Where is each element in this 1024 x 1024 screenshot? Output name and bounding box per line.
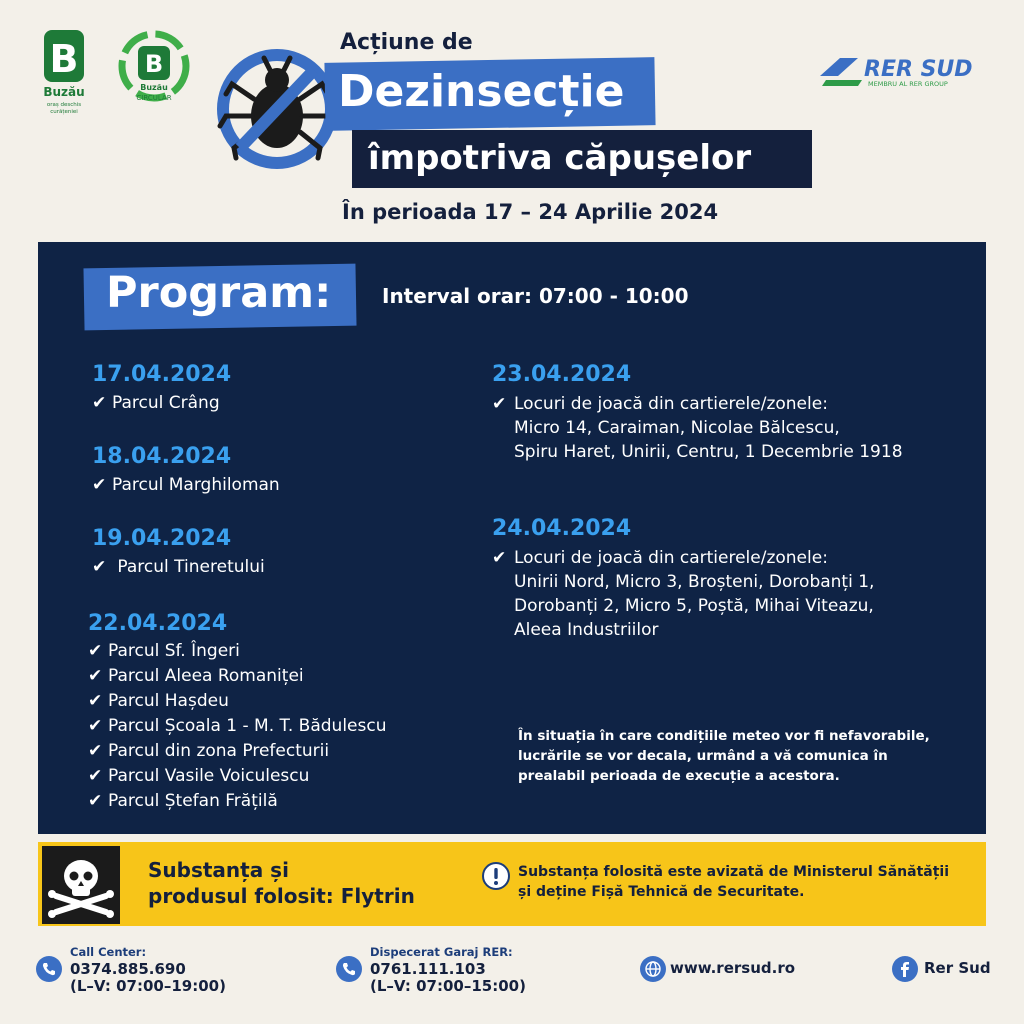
page-subtitle: împotriva căpușelor (368, 138, 752, 178)
facebook-icon (892, 956, 918, 982)
check-icon: ✔ (88, 741, 103, 761)
list-item: ✔ Parcul Hașdeu (88, 689, 386, 714)
substance-info (518, 862, 949, 902)
list-item: ✔ Parcul din zona Prefecturii (88, 739, 386, 764)
list-item: ✔ Parcul Școala 1 - M. T. Bădulescu (88, 714, 386, 739)
globe-icon (640, 956, 666, 982)
phone-icon (336, 956, 362, 982)
info-warning-icon (482, 862, 510, 890)
weather-note: În situația în care condițiile meteo vor fi nefavorabile, lucrările se vor decala, urmând a vă comunica în prealabil perioada de execuție a acestora. (518, 728, 930, 784)
check-icon: ✔ (88, 666, 103, 686)
website-link[interactable]: www.rersud.ro (670, 959, 796, 977)
buzau-logo (38, 28, 90, 118)
interval-label: Interval orar: 07:00 - 10:00 (382, 284, 689, 308)
day-items-list (492, 546, 874, 642)
no-ticks-icon (212, 44, 342, 174)
facebook-link[interactable]: Rer Sud (924, 959, 991, 977)
svg-text:Buzău: Buzău (140, 83, 168, 92)
substance-label (148, 857, 415, 909)
program-title: Program: (106, 268, 332, 318)
substance-line: produsul folosit: Flytrin (148, 884, 415, 908)
day-date: 22.04.2024 (88, 611, 228, 636)
day-items-list (88, 639, 386, 814)
list-item: ✔ Locuri de joacă din cartierele/zonele: (492, 548, 828, 568)
substance-info-line: Substanța folosită este avizată de Ministerul Sănătății (518, 864, 949, 880)
check-icon: ✔ (88, 791, 103, 811)
check-icon: ✔ (92, 475, 107, 495)
check-icon: ✔ (92, 557, 107, 577)
phone-icon (36, 956, 62, 982)
day-date: 17.04.2024 (92, 362, 232, 387)
rer-sud-logo (818, 52, 988, 92)
svg-text:Buzău: Buzău (43, 85, 85, 99)
list-item: ✔ Locuri de joacă din cartierele/zonele: (492, 394, 828, 414)
day-date: 23.04.2024 (492, 362, 632, 387)
svg-text:curățeniei: curățeniei (50, 109, 78, 115)
check-icon: ✔ (492, 394, 507, 414)
list-item-line: Aleea Industriilor (514, 620, 659, 640)
buzau-circular-logo (116, 30, 192, 106)
check-icon: ✔ (92, 393, 107, 413)
list-item-line: Dorobanți 2, Micro 5, Poștă, Mihai Viteazu, (514, 596, 874, 616)
list-item: ✔ Parcul Ștefan Frățilă (88, 789, 386, 814)
svg-text:B: B (49, 37, 79, 81)
call-center-hours: (L–V: 07:00–19:00) (70, 977, 226, 995)
check-icon: ✔ (492, 548, 507, 568)
check-icon: ✔ (88, 716, 103, 736)
day-date: 19.04.2024 (92, 526, 232, 551)
list-item-line: Spiru Haret, Unirii, Centru, 1 Decembrie 1918 (514, 442, 903, 462)
list-item: ✔ Parcul Tineretului (92, 555, 265, 580)
substance-line: Substanța și (148, 858, 289, 882)
list-item: ✔ Parcul Sf. Îngeri (88, 639, 386, 664)
list-item: ✔ Parcul Marghiloman (92, 473, 280, 498)
action-label: Acțiune de (340, 30, 473, 55)
svg-text:CIRCULAR: CIRCULAR (136, 94, 172, 102)
list-item-line: Micro 14, Caraiman, Nicolae Bălcescu, (514, 418, 840, 438)
period-label: În perioada 17 – 24 Aprilie 2024 (342, 200, 719, 224)
check-icon: ✔ (88, 691, 103, 711)
skull-crossbones-icon (42, 846, 120, 924)
check-icon: ✔ (88, 641, 103, 661)
check-icon: ✔ (88, 766, 103, 786)
page-title: Dezinsecție (338, 66, 625, 117)
day-items-list (492, 392, 903, 464)
substance-info-line: și deține Fișă Tehnică de Securitate. (518, 884, 805, 900)
day-date: 24.04.2024 (492, 516, 632, 541)
call-center-label: Call Center: (70, 945, 147, 959)
day-date: 18.04.2024 (92, 444, 232, 469)
garage-hours: (L–V: 07:00–15:00) (370, 977, 526, 995)
svg-text:RER SUD: RER SUD (864, 57, 973, 82)
garage-label: Dispecerat Garaj RER: (370, 945, 513, 959)
svg-text:B: B (144, 50, 164, 78)
call-center-phone[interactable]: 0374.885.690 (70, 960, 186, 978)
list-item: ✔ Parcul Vasile Voiculescu (88, 764, 386, 789)
list-item: ✔ Parcul Crâng (92, 391, 220, 416)
list-item: ✔ Parcul Aleea Romaniței (88, 664, 386, 689)
list-item-line: Unirii Nord, Micro 3, Broșteni, Dorobanți 1, (514, 572, 875, 592)
garage-phone[interactable]: 0761.111.103 (370, 960, 486, 978)
svg-text:oraș deschis: oraș deschis (46, 102, 82, 108)
svg-text:MEMBRU AL RER GROUP: MEMBRU AL RER GROUP (868, 80, 948, 88)
